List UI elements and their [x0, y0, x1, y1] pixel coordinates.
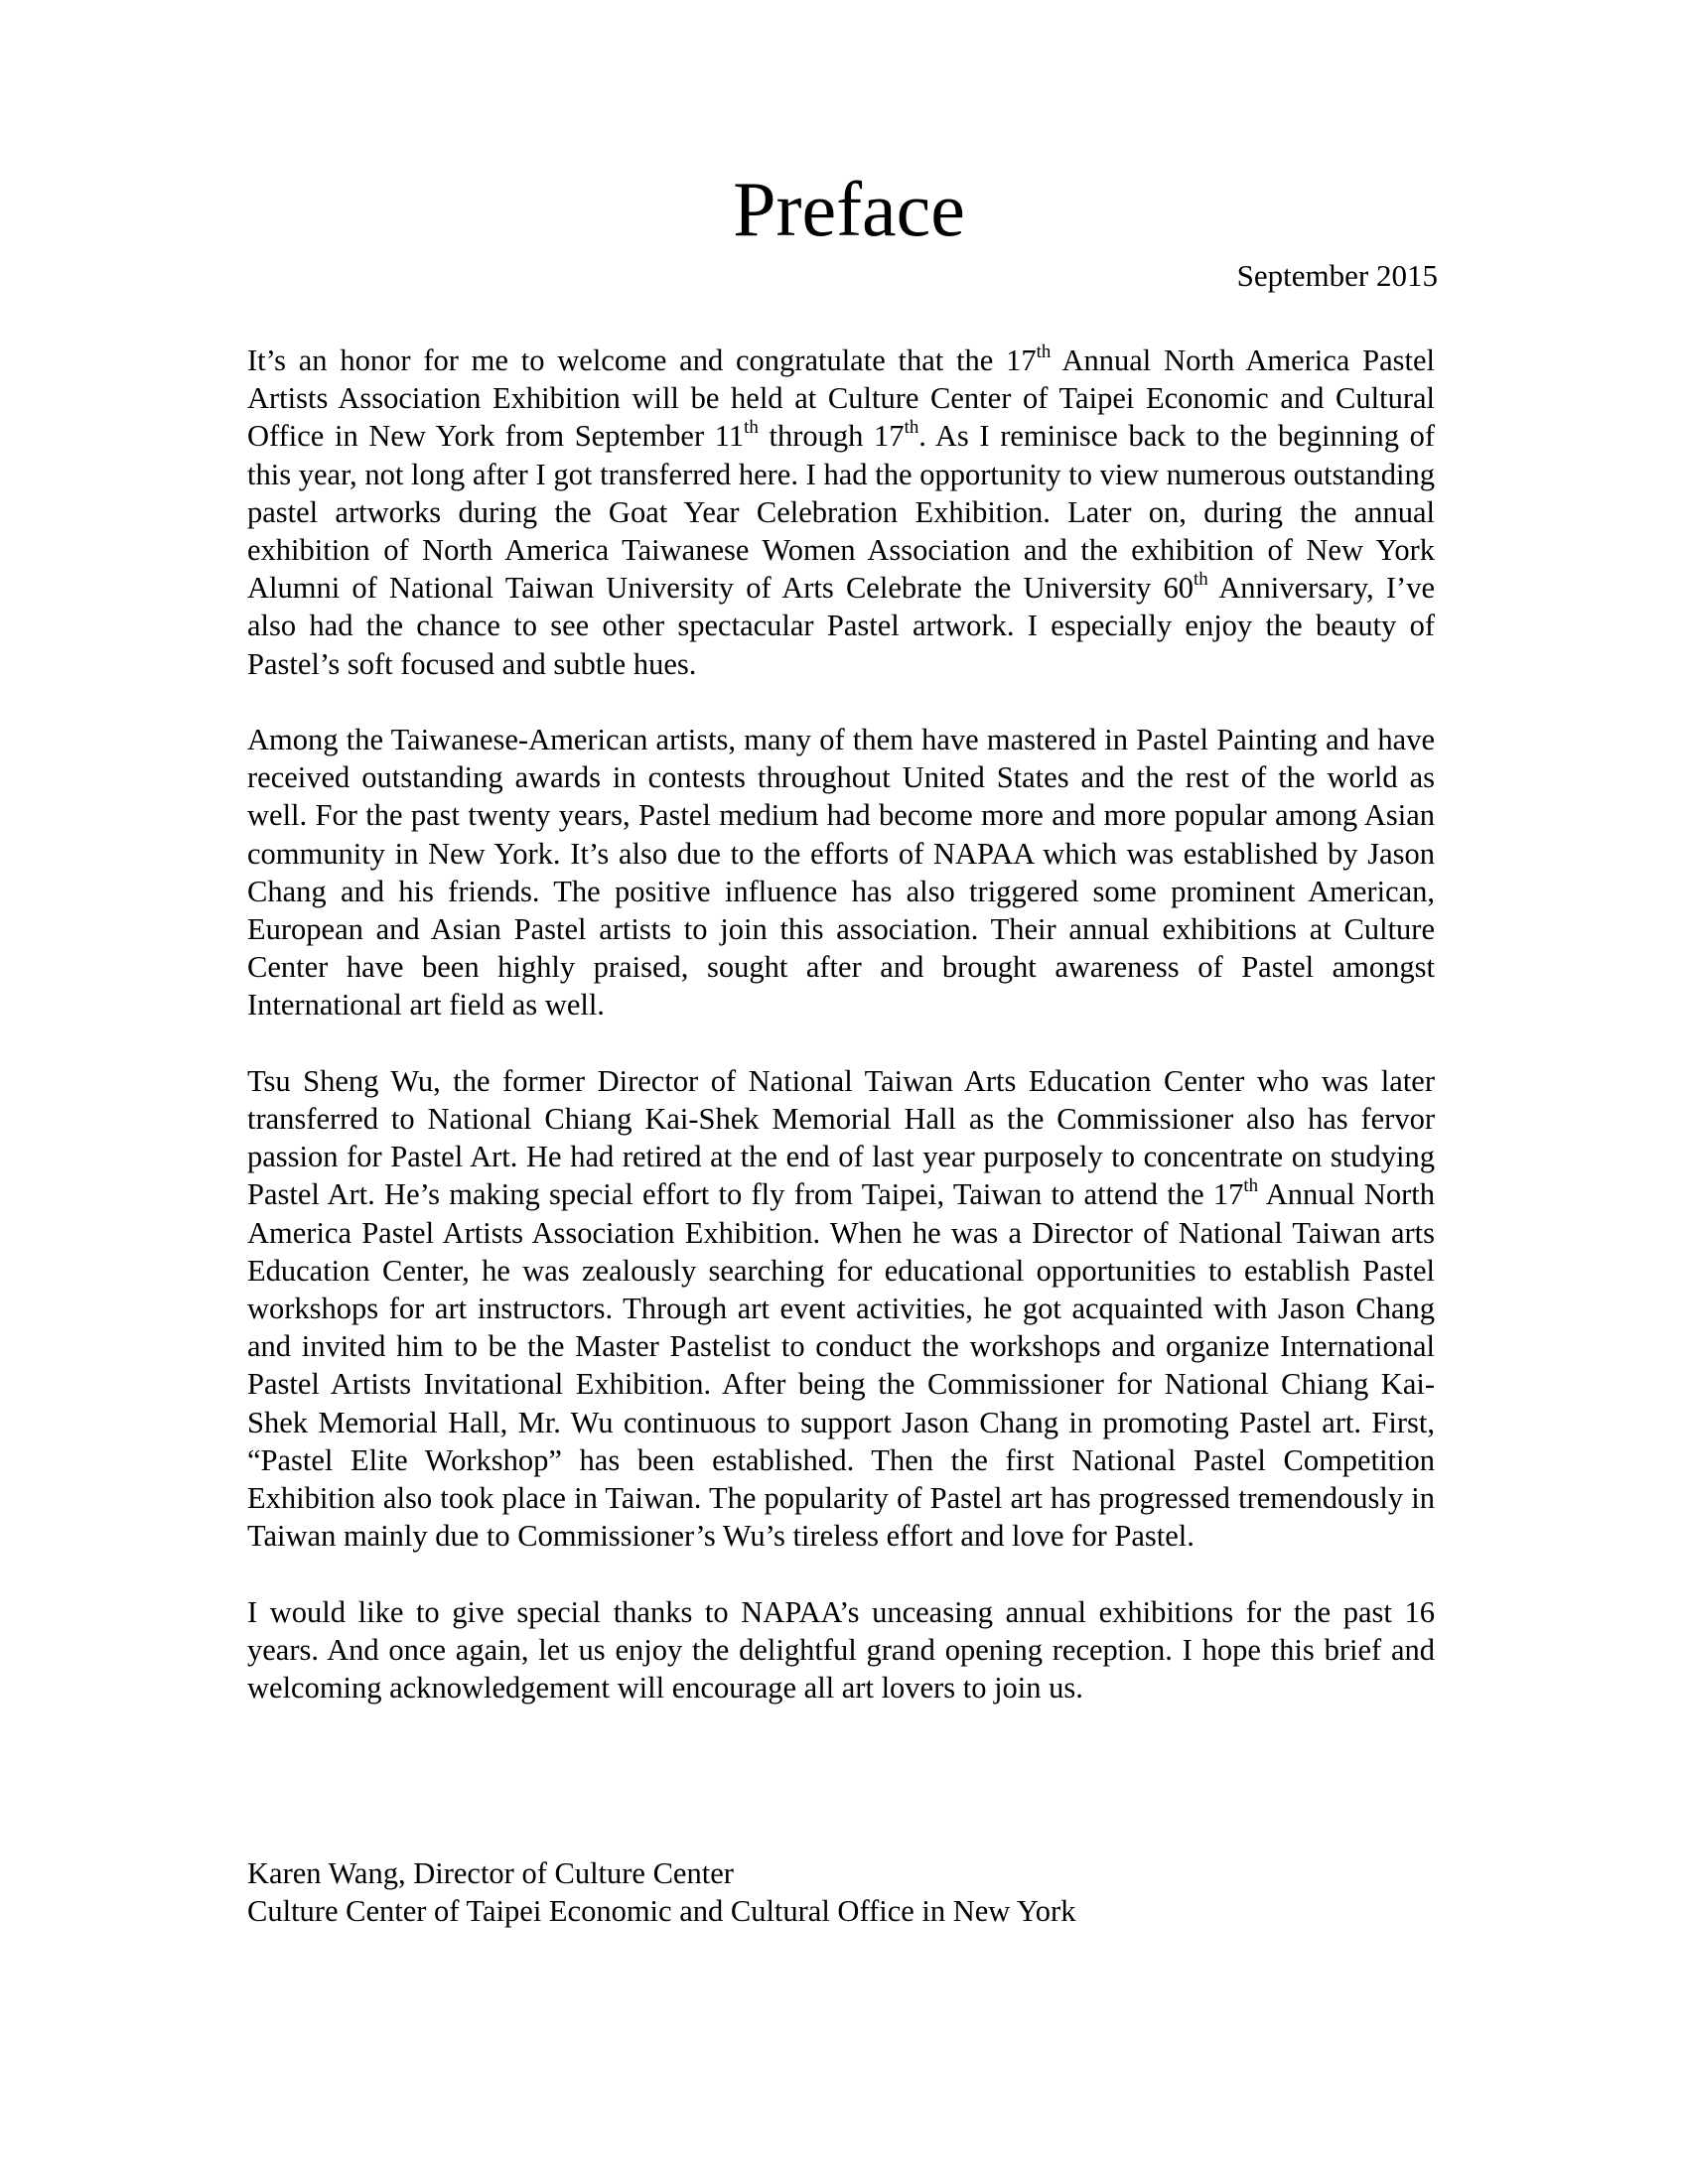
text-run: Annual North America Pastel Artists Association Exhibition will be held at Culture Center of Taipei Economic and Cultural Office in New York from September 11	[247, 343, 1435, 454]
paragraph-thanks	[247, 1593, 1435, 1707]
signature-block	[247, 1854, 1075, 1930]
document-date: September 2015	[1236, 258, 1438, 293]
signature-organization: Culture Center of Taipei Economic and Cultural Office in New York	[247, 1894, 1076, 1929]
ordinal-suffix: th	[744, 417, 759, 439]
ordinal-suffix: th	[1243, 1175, 1259, 1197]
paragraph-welcome	[247, 341, 1435, 683]
ordinal-suffix: th	[1194, 569, 1208, 591]
text-run: I would like to give special thanks to NAPAA’s unceasing annual exhibitions for the past 16 years. And once again, let us enjoy the delightful grand opening reception. I hope this brief and welcoming acknowledgement will encourage all art lovers to join us.	[247, 1594, 1435, 1706]
text-run: Annual North America Pastel Artists Association Exhibition. When he was a Director of National Taiwan arts Education Center, he was zealously searching for educational opportunities to establish Pastel workshops for art instructors. Through art event activities, he got acquainted with Jason Chang and invited him to be the Master Pastelist to conduct the workshops and organize International Pastel Artists Invitational Exhibition. After being the Commissioner for National Chiang Kai-Shek Memorial Hall, Mr. Wu continuous to support Jason Chang in promoting Pastel art. First, “Pastel Elite Workshop” has been established. Then the first National Pastel Competition Exhibition also took place in Taiwan. The popularity of Pastel art has progressed tremendously in Taiwan mainly due to Commissioner’s Wu’s tireless effort and love for Pastel.	[247, 1177, 1435, 1554]
ordinal-suffix: th	[1036, 341, 1052, 362]
signature-name: Karen Wang, Director of Culture Center	[247, 1856, 734, 1890]
paragraph-artists	[247, 721, 1435, 1024]
paragraph-tsu-sheng-wu	[247, 1062, 1435, 1556]
text-run: through 17	[758, 419, 905, 454]
preface-body	[247, 341, 1435, 1706]
text-run: Among the Taiwanese-American artists, many of them have mastered in Pastel Painting and have received outstanding awards in contests throughout United States and the rest of the world as well. For the past twenty years, Pastel medium had become more and more popular among Asian community in New York. It’s also due to the efforts of NAPAA which was established by Jason Chang and his friends. The positive influence has also triggered some prominent American, European and Asian Pastel artists to join this association. Their annual exhibitions at Culture Center have been highly praised, sought after and brought awareness of Pastel amongst International art field as well.	[247, 723, 1435, 1023]
text-run: . As I reminisce back to the beginning of this year, not long after I got transferred here. I had the opportunity to view numerous outstanding pastel artworks during the Goat Year Celebration Exhibition. Later on, during the annual exhibition of North America Taiwanese Women Association and the exhibition of New York Alumni of National Taiwan University of Arts Celebrate the University 60	[247, 419, 1435, 606]
text-run: It’s an honor for me to welcome and congratulate that the 17	[247, 343, 1037, 377]
page-title: Preface	[733, 166, 965, 252]
text-run: Tsu Sheng Wu, the former Director of National Taiwan Arts Education Center who was later transferred to National Chiang Kai-Shek Memorial Hall as the Commissioner also has fervor passion for Pastel Art. He had retired at the end of last year purposely to concentrate on studying Pastel Art. He’s making special effort to fly from Taipei, Taiwan to attend the 17	[247, 1063, 1435, 1212]
text-run: Anniversary, I’ve also had the chance to see other spectacular Pastel artwork. I especially enjoy the beauty of Pastel’s soft focused and subtle hues.	[247, 571, 1435, 681]
ordinal-suffix: th	[904, 417, 919, 439]
